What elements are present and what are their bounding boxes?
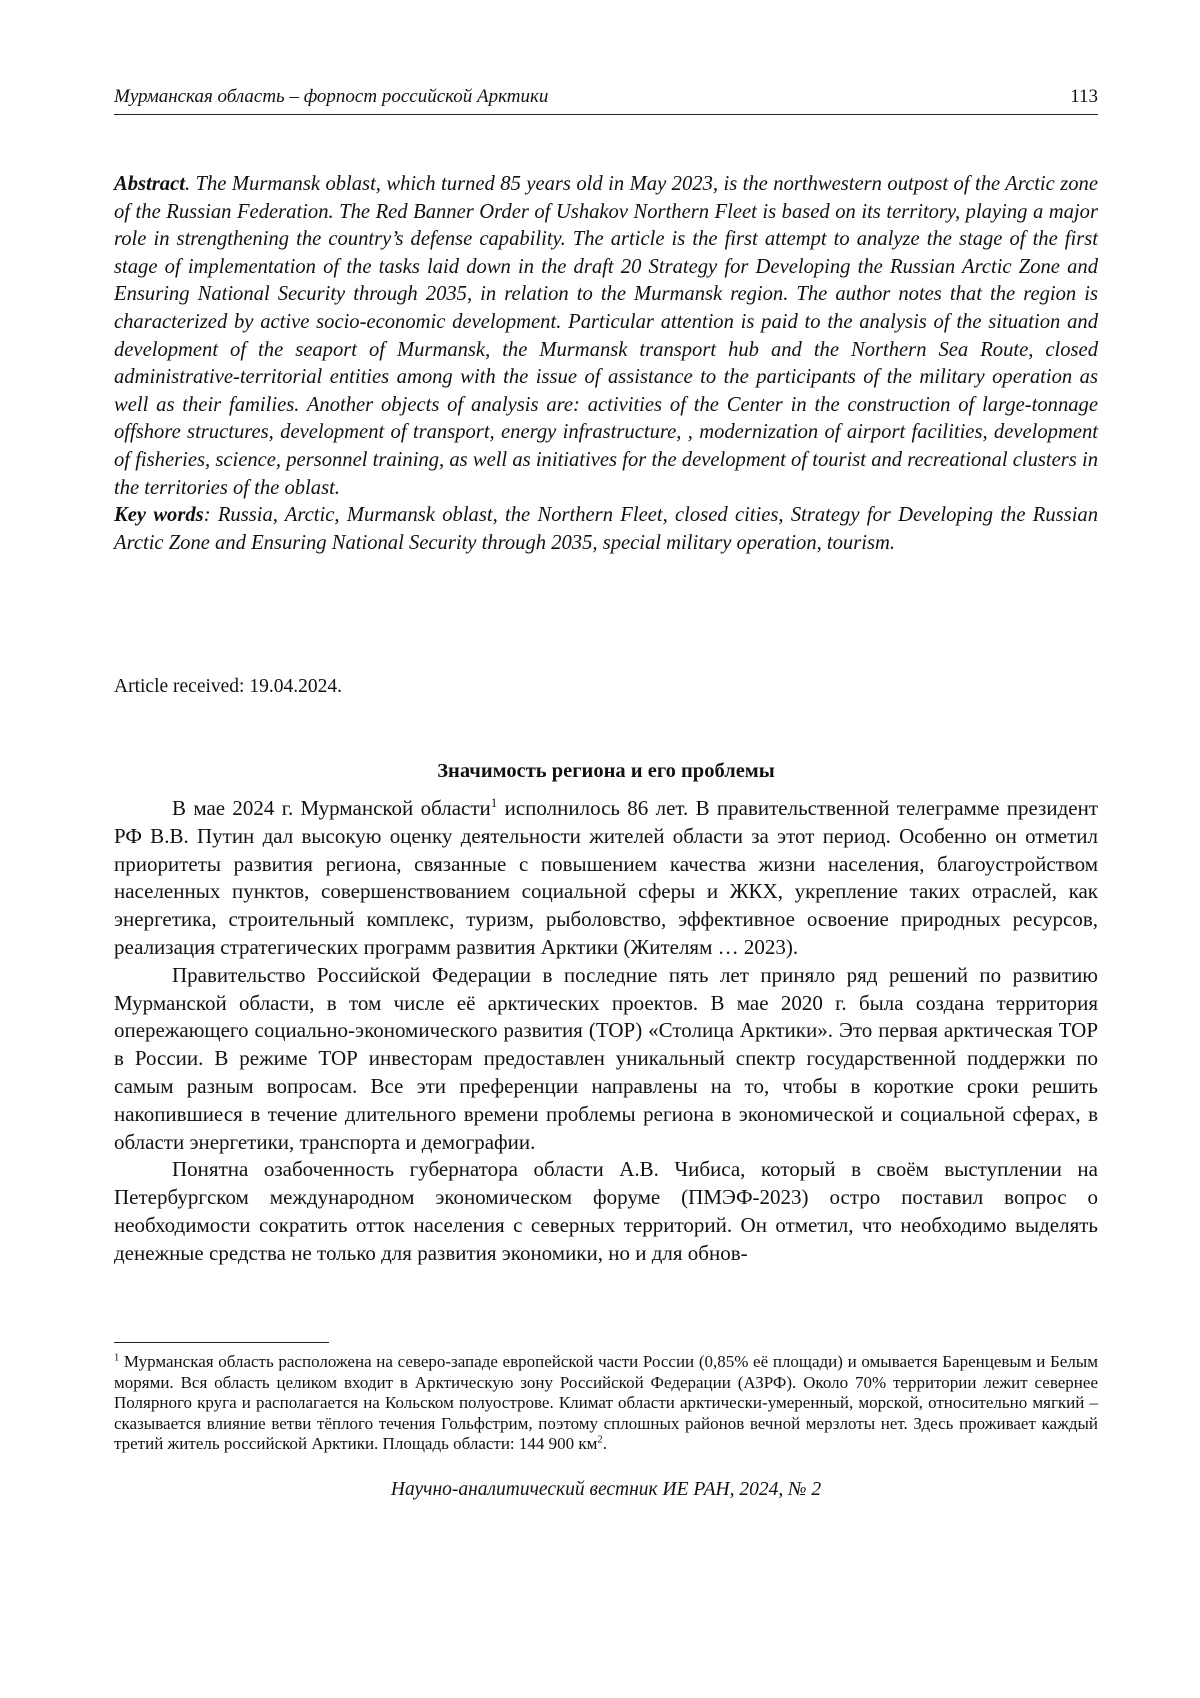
abstract bbox=[114, 171, 1098, 557]
abstract-text: . The Murmansk oblast, which turned 85 years old in May 2023, is the northwestern outpost of the Arctic zone of the Russian Federation. The Red Banner Order of Ushakov Northern Fleet is based on its territory, playing a major role in strengthening the country’s defense capability. The article is the first attempt to analyze the stage of the first stage of implementation of the tasks laid down in the draft 20 Strategy for Developing the Russian Arctic Zone and Ensuring National Security through 2035, in relation to the Murmansk region. The author notes that the region is characterized by active socio-economic development. Particular attention is paid to the analysis of the situation and development of the seaport of Murmansk, the Murmansk transport hub and the Northern Sea Route, closed administrative-territorial entities among with the issue of assistance to the participants of the military operation as well as their families. Another objects of analysis are: activities of the Center in the construction of large-tonnage offshore structures, development of transport, energy infrastructure, , modernization of airport facilities, development of fisheries, science, personnel training, as well as initiatives for the development of tourist and recreational clusters in the territories of the oblast. bbox=[114, 173, 1098, 499]
footnote-reference[interactable]: 1 bbox=[490, 795, 498, 810]
paragraph-3: Понятна озабоченность губернатора области А.В. Чибиса, который в своём выступлении на Петербургском международном экономическом форуме (ПМЭФ-2023) остро поставил вопрос о необходимости сократить отток населения с северных территорий. Он отметил, что необходимо выделять денежные средства не только для развития экономики, но и для обнов- bbox=[114, 1157, 1098, 1265]
body-text bbox=[114, 795, 1098, 1268]
page-header bbox=[114, 84, 1098, 115]
keywords-text: : Russia, Arctic, Murmansk oblast, the Northern Fleet, closed cities, Strategy for Developing the Russian Arctic Zone and Ensuring National Security through 2035, special military operation, tourism. bbox=[114, 504, 1099, 554]
article-received: Article received: 19.04.2024. bbox=[114, 676, 342, 697]
footnote bbox=[114, 1352, 1098, 1455]
footnote-end: . bbox=[602, 1434, 607, 1454]
page-number: 113 bbox=[1070, 86, 1098, 107]
section-title: Значимость региона и его проблемы bbox=[437, 760, 775, 782]
journal-footer: Научно-аналитический вестник ИЕ РАН, 2024, № 2 bbox=[390, 1479, 822, 1500]
keywords-label: Key words bbox=[114, 504, 204, 527]
footnote-text: Мурманская область расположена на северо-западе европейской части России (0,85% её площади) и омывается Баренцевым и Белым морями. Вся область целиком входит в Арктическую зону Российской Федерации (АЗРФ). Около 70% территории лежит севернее Полярного круга и располагается на Кольском полуострове. Климат области арктически-умеренный, морской, относительно мягкий – сказывается влияние ветви тёплого течения Гольфстрим, поэтому сплошных районов вечной мерзлоты нет. Здесь проживает каждый третий житель российской Арктики. Площадь области: 144 900 км bbox=[114, 1352, 1098, 1454]
footnote-divider bbox=[114, 1342, 329, 1343]
running-title: Мурманская область – форпост российской Арктики bbox=[114, 86, 549, 107]
paragraph-1-start: В мае 2024 г. Мурманской области bbox=[172, 796, 491, 820]
footnote-mark: 1 bbox=[114, 1352, 120, 1364]
paragraph-2: Правительство Российской Федерации в последние пять лет приняло ряд решений по развитию Мурманской области, в том числе её арктических проектов. В мае 2020 г. была создана территория опережающего социально-экономического развития (ТОР) «Столица Арктики». Это первая арктическая ТОР в России. В режиме ТОР инвесторам предоставлен уникальный спектр государственной поддержки по самым разным вопросам. Все эти преференции направлены на то, чтобы в короткие сроки решить накопившиеся в течение длительного времени проблемы региона в экономической и социальной сферах, в области энергетики, транспорта и демографии. bbox=[114, 962, 1098, 1154]
paragraph-1-rest: исполнилось 86 лет. В правительственной телеграмме президент РФ В.В. Путин дал высокую оценку деятельности жителей области за этот период. Особенно он отметил приоритеты развития региона, связанные с повышением качества жизни населения, благоустройством населенных пунктов, совершенствованием социальной сферы и ЖКХ, укрепление таких отраслей, как энергетика, строительный комплекс, туризм, рыболовство, эффективное освоение природных ресурсов, реализация стратегических программ развития Арктики (Жителям … 2023). bbox=[114, 796, 1099, 959]
abstract-label: Abstract bbox=[114, 173, 185, 195]
area-unit-superscript: 2 bbox=[597, 1434, 603, 1446]
paragraph-1 bbox=[114, 795, 1098, 962]
